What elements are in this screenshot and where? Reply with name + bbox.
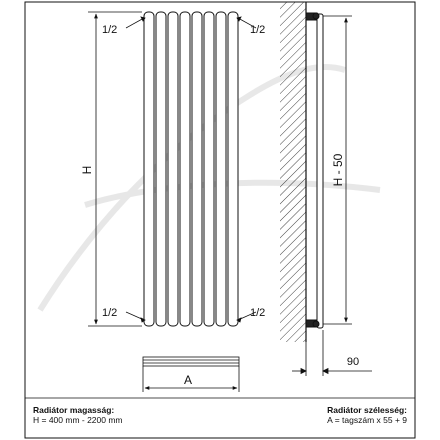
radiator-column-3 — [168, 12, 178, 326]
width-caption-value: A = tagszám x 55 + 9 — [327, 415, 407, 425]
width-caption-title: Radiátor szélesség: — [327, 405, 407, 415]
side-height-dimension-label: H - 50 — [331, 153, 345, 187]
radiator-column-8 — [228, 12, 238, 326]
radiator-column-7 — [216, 12, 226, 326]
radiator-column-2 — [156, 12, 166, 326]
radiator-column-6 — [204, 12, 214, 326]
height-caption — [33, 405, 123, 425]
width-caption — [327, 405, 407, 425]
radiator-column-1 — [144, 12, 154, 326]
pipe-size-top-right: 1/2 — [250, 24, 266, 36]
radiator-side-view — [306, 13, 323, 328]
pipe-size-bottom-left: 1/2 — [102, 307, 118, 319]
radiator-front-view — [144, 12, 238, 326]
depth-dimension-label: 90 — [346, 356, 360, 368]
pipe-size-top-left: 1/2 — [102, 24, 118, 36]
pipe-size-bottom-right: 1/2 — [250, 307, 266, 319]
radiator-column-5 — [192, 12, 202, 326]
height-caption-title: Radiátor magasság: — [33, 405, 115, 415]
height-caption-value: H = 400 mm - 2200 mm — [33, 415, 123, 425]
radiator-column-4 — [180, 12, 190, 326]
width-dimension-label: A — [183, 373, 193, 387]
wall-hatching — [280, 2, 306, 342]
height-dimension-label: H — [80, 165, 94, 175]
height-dimension — [88, 12, 142, 326]
